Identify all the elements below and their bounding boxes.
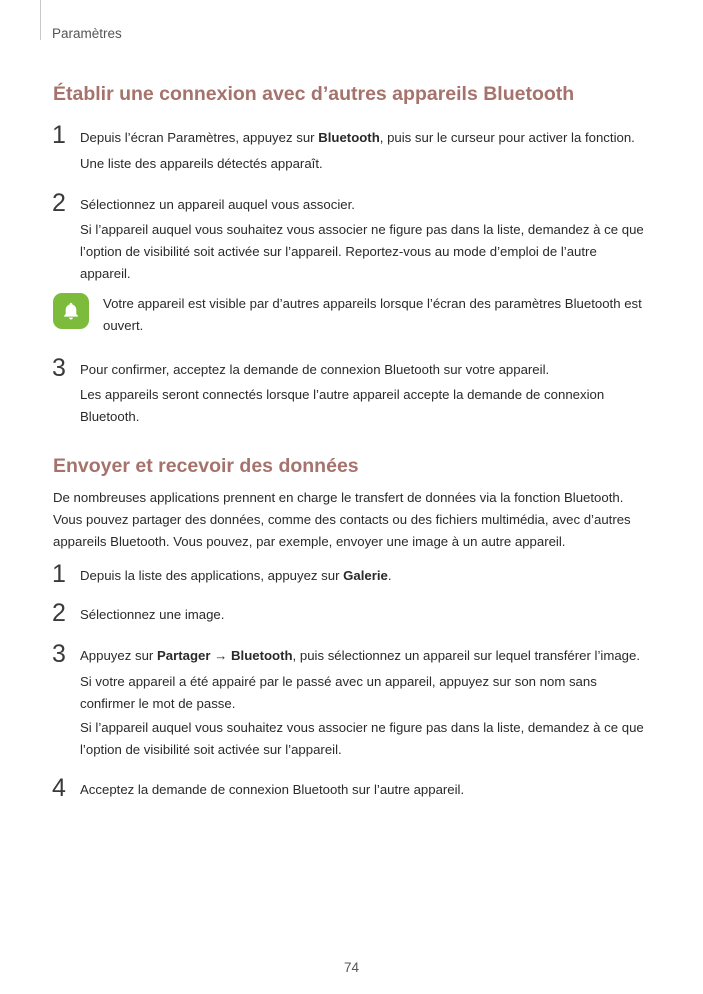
section-title-send-receive: Envoyer et recevoir des données xyxy=(53,455,359,477)
step-text: Depuis la liste des applications, appuyez sur Galerie. xyxy=(80,568,392,583)
step-text: Acceptez la demande de connexion Bluetooth sur l’autre appareil. xyxy=(80,782,465,797)
section-title-bluetooth-connect: Établir une connexion avec d’autres appareils Bluetooth xyxy=(53,83,575,105)
ui-term: Bluetooth xyxy=(231,648,293,663)
note-bell-icon xyxy=(53,293,89,329)
step-number: 2 xyxy=(52,599,66,627)
step-number: 3 xyxy=(52,640,66,668)
page-number: 74 xyxy=(343,960,360,975)
step-text: Appuyez sur Partager → Bluetooth, puis sélectionnez un appareil sur lequel transférer l’image. xyxy=(80,648,640,663)
ui-term: Bluetooth xyxy=(318,130,380,145)
step-subtext: Si l’appareil auquel vous souhaitez vous associer ne figure pas dans la liste, demandez à ce que l’option de visibilité soit activée sur l’appareil. Reportez-vous au mode d’emploi de l’autre appareil. xyxy=(80,222,644,281)
step-subtext: Si l’appareil auquel vous souhaitez vous associer ne figure pas dans la liste, demandez à ce que l’option de visibilité soit activée sur l’appareil. xyxy=(80,720,644,757)
step-number: 3 xyxy=(52,354,66,382)
note-text: Votre appareil est visible par d’autres appareils lorsque l’écran des paramètres Bluetooth est ouvert. xyxy=(103,296,642,333)
step-number: 1 xyxy=(52,560,66,588)
step-subtext: Les appareils seront connectés lorsque l’autre appareil accepte la demande de connexion Bluetooth. xyxy=(80,387,605,424)
step-subtext: Si votre appareil a été appairé par le passé avec un appareil, appuyez sur son nom sans confirmer le mot de passe. xyxy=(80,674,597,711)
ui-term: Galerie xyxy=(343,568,388,583)
section-intro: De nombreuses applications prennent en charge le transfert de données via la fonction Bluetooth. Vous pouvez partager des données, comme des contacts ou des fichiers multimédia, avec d’autres appareils Bluetooth. Vous pouvez, par exemple, envoyer une image à un autre appareil. xyxy=(53,490,631,549)
section-header: Paramètres xyxy=(52,26,122,41)
step-text: Sélectionnez une image. xyxy=(80,607,225,622)
step-number: 2 xyxy=(52,189,66,217)
ui-term: Partager xyxy=(156,648,211,663)
step-number: 4 xyxy=(52,774,66,802)
step-text: Sélectionnez un appareil auquel vous associer. xyxy=(80,197,355,212)
step-number: 1 xyxy=(52,121,66,149)
header-rule xyxy=(40,0,41,40)
step-text: Pour confirmer, acceptez la demande de connexion Bluetooth sur votre appareil. xyxy=(80,362,550,377)
step-text: Depuis l’écran Paramètres, appuyez sur Bluetooth, puis sur le curseur pour activer la fonction. xyxy=(80,130,635,145)
step-subtext: Une liste des appareils détectés apparaît. xyxy=(80,156,323,171)
